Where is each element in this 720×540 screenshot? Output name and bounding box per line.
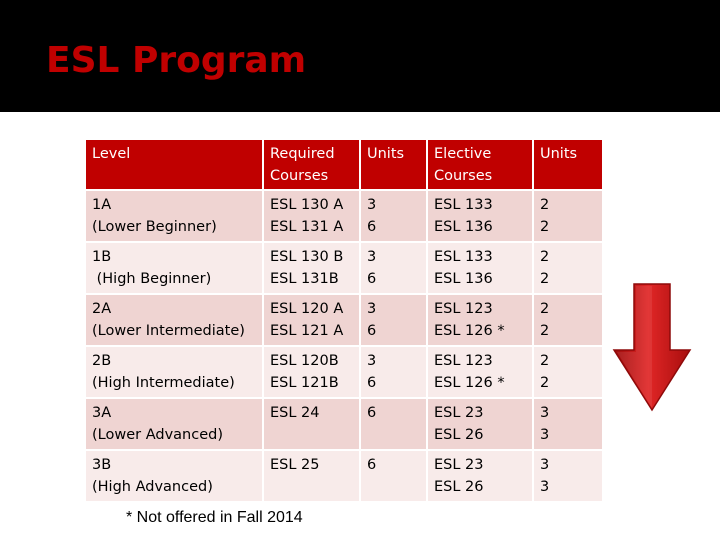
cell-required-courses: ESL 120 A ESL 121 A bbox=[263, 294, 360, 346]
cell-elective-units: 2 2 bbox=[533, 346, 603, 398]
cell-elective-courses: ESL 133 ESL 136 bbox=[427, 190, 533, 242]
cell-level: 3B (High Advanced) bbox=[85, 450, 263, 502]
cell-level: 1A (Lower Beginner) bbox=[85, 190, 263, 242]
cell-level: 1B (High Beginner) bbox=[85, 242, 263, 294]
cell-elective-units: 3 3 bbox=[533, 450, 603, 502]
cell-required-units: 3 6 bbox=[360, 346, 427, 398]
header-elective-courses: Elective Courses bbox=[427, 139, 533, 190]
table-header bbox=[85, 139, 603, 190]
table-row bbox=[85, 294, 603, 346]
cell-elective-units: 3 3 bbox=[533, 398, 603, 450]
cell-elective-courses: ESL 133 ESL 136 bbox=[427, 242, 533, 294]
table-body bbox=[85, 190, 603, 502]
cell-required-courses: ESL 130 A ESL 131 A bbox=[263, 190, 360, 242]
cell-elective-courses: ESL 23 ESL 26 bbox=[427, 398, 533, 450]
header-row bbox=[85, 139, 603, 190]
slide-title: ESL Program bbox=[46, 40, 307, 81]
cell-level: 2A (Lower Intermediate) bbox=[85, 294, 263, 346]
cell-level: 3A (Lower Advanced) bbox=[85, 398, 263, 450]
cell-required-units: 3 6 bbox=[360, 190, 427, 242]
table-row bbox=[85, 242, 603, 294]
footnote: * Not offered in Fall 2014 bbox=[126, 509, 303, 526]
header-elective-units: Units bbox=[533, 139, 603, 190]
cell-elective-units: 2 2 bbox=[533, 190, 603, 242]
header-required-units: Units bbox=[360, 139, 427, 190]
header-level: Level bbox=[85, 139, 263, 190]
cell-required-courses: ESL 130 B ESL 131B bbox=[263, 242, 360, 294]
cell-elective-units: 2 2 bbox=[533, 242, 603, 294]
cell-required-units: 3 6 bbox=[360, 242, 427, 294]
table-row bbox=[85, 190, 603, 242]
title-bar bbox=[0, 0, 720, 112]
cell-required-units: 6 bbox=[360, 450, 427, 502]
esl-course-table bbox=[84, 138, 604, 503]
cell-required-courses: ESL 25 bbox=[263, 450, 360, 502]
cell-required-courses: ESL 120B ESL 121B bbox=[263, 346, 360, 398]
cell-elective-units: 2 2 bbox=[533, 294, 603, 346]
down-arrow-icon bbox=[612, 282, 692, 414]
cell-required-courses: ESL 24 bbox=[263, 398, 360, 450]
cell-required-units: 3 6 bbox=[360, 294, 427, 346]
cell-level: 2B (High Intermediate) bbox=[85, 346, 263, 398]
table-row bbox=[85, 450, 603, 502]
table-row bbox=[85, 346, 603, 398]
cell-elective-courses: ESL 123 ESL 126 * bbox=[427, 346, 533, 398]
cell-elective-courses: ESL 123 ESL 126 * bbox=[427, 294, 533, 346]
cell-elective-courses: ESL 23 ESL 26 bbox=[427, 450, 533, 502]
table-row bbox=[85, 398, 603, 450]
cell-required-units: 6 bbox=[360, 398, 427, 450]
header-required-courses: Required Courses bbox=[263, 139, 360, 190]
